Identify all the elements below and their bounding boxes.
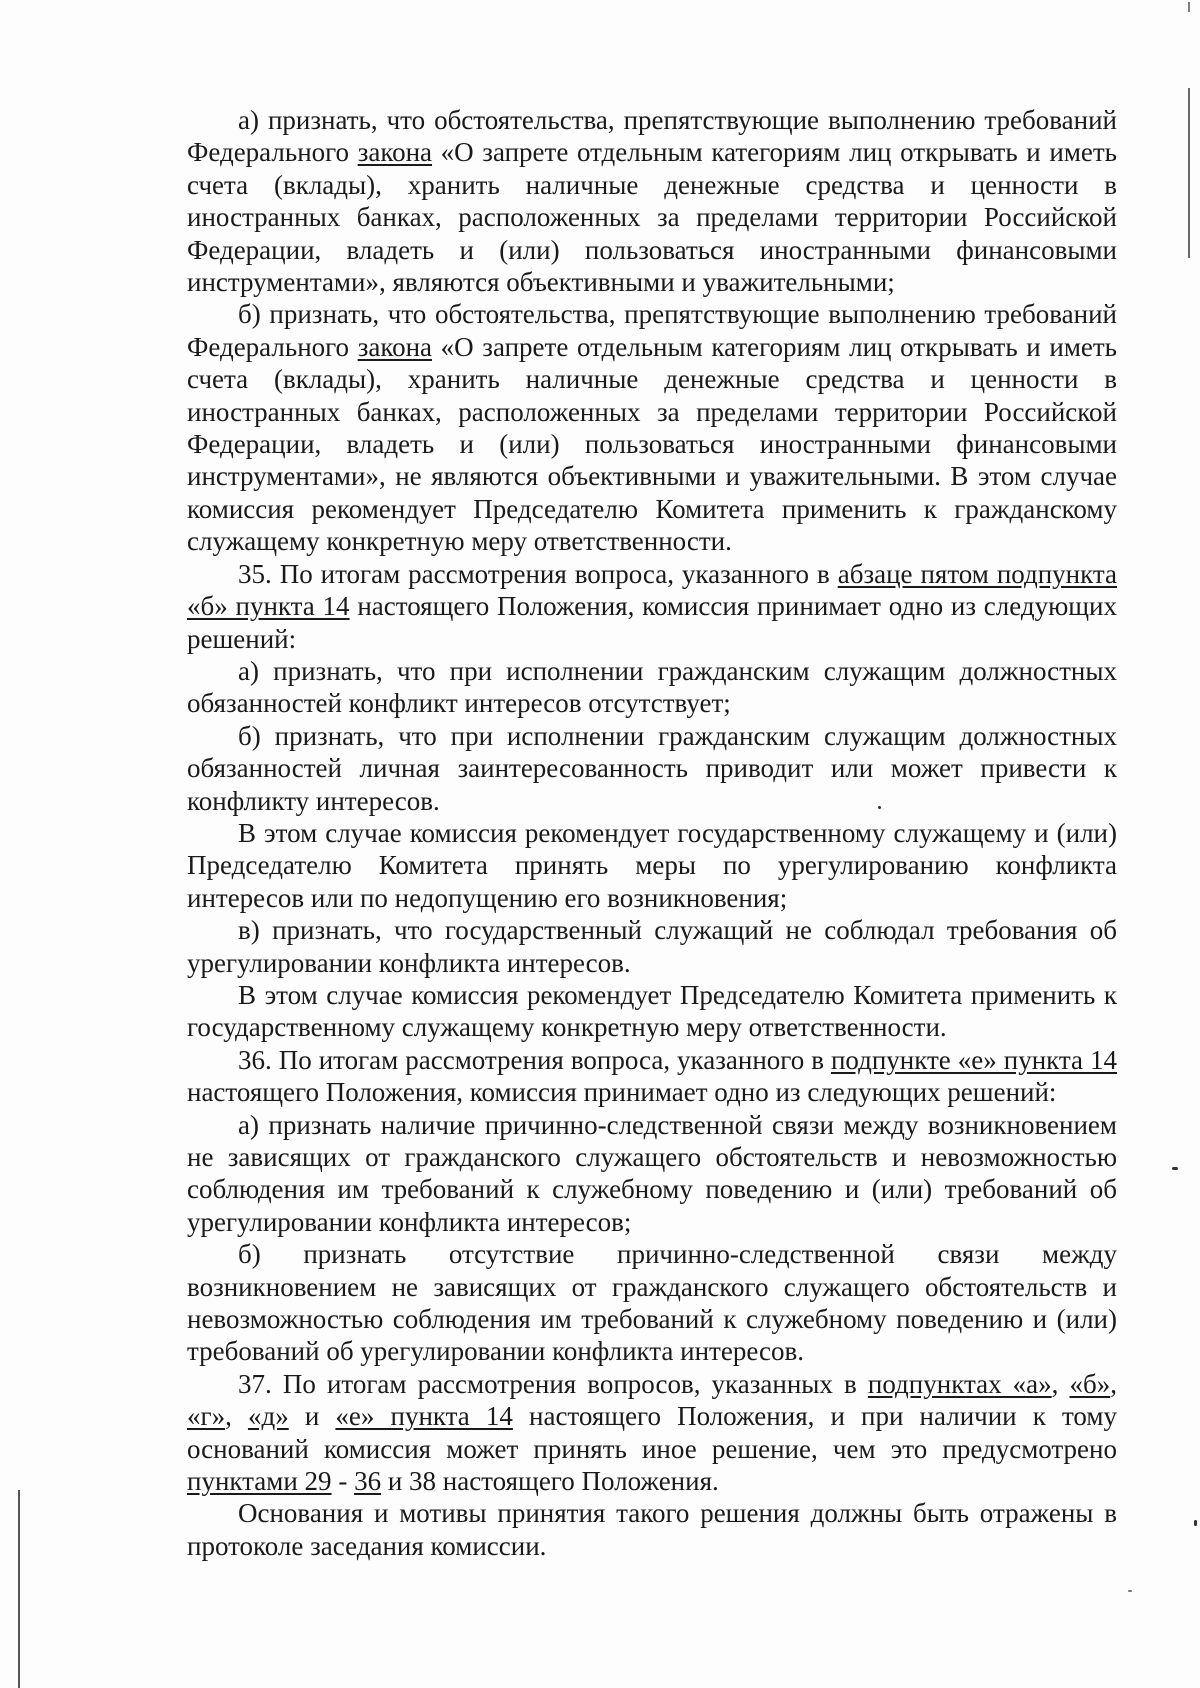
paragraph-36 (187, 1044, 1117, 1109)
paragraph-text: б) признать, что обстоятельства, препятствующие выполнению требований Федерального (187, 299, 1117, 362)
separator: - (331, 1466, 355, 1497)
scan-artifact-left-edge (18, 1490, 20, 1688)
link-subparagraph-g[interactable]: «г» (187, 1401, 226, 1432)
separator: и (288, 1401, 336, 1432)
paragraph-text: и 38 настоящего Положения. (381, 1466, 719, 1497)
paragraph-text: настоящего Положения, и при наличии к тому оснований комиссия может принять иное решение, чем это предусмотрено (187, 1401, 1117, 1464)
paragraph-35-b: б) признать, что при исполнении гражданским служащим должностных обязанностей личная заинтересованность приводит или может привести к конфликту интересов. (187, 720, 1117, 816)
paragraph-item-a (187, 104, 1117, 298)
link-subparagraph-b[interactable]: «б» (1069, 1368, 1111, 1399)
paragraph-text: 35. По итогам рассмотрения вопроса, указанного в (238, 558, 838, 589)
link-subparagraph-e-14[interactable]: подпункте «е» пункта 14 (830, 1044, 1118, 1075)
paragraph-text: а) признать, что обстоятельства, препятствующие выполнению требований Федерального (187, 105, 1117, 168)
paragraph-35 (187, 558, 1117, 655)
paragraph-text: настоящего Положения, комиссия принимает одно из следующих решений: (187, 1077, 1057, 1108)
paragraph-text: «О запрете отдельным категориям лиц открывать и иметь счета (вклады), хранить наличные денежные средства и ценности в иностранных банках, расположенных за пределами территории Российской Федерации, владеть и (или) пользоваться иностранными финансовыми инструментами», не являются объективными и уважительными. В этом случае комиссия рекомендует Председателю Комитета применить к гражданскому служащему конкретную меру ответственности. (187, 331, 1118, 557)
link-point-36[interactable]: 36 (354, 1466, 382, 1497)
paragraph-text: «О запрете отдельным категориям лиц открывать и иметь счета (вклады), хранить наличные денежные средства и ценности в иностранных банках, расположенных за пределами территории Российской Федерации, владеть и (или) пользоваться иностранными финансовыми инструментами», являются объективными и уважительными; (187, 137, 1118, 298)
scan-speck (1172, 1167, 1178, 1170)
link-subparagraph-d[interactable]: «д» (247, 1401, 289, 1432)
scan-speck (1194, 1520, 1197, 1526)
paragraph-36-a: а) признать наличие причинно-следственной связи между возникновением не зависящих от гражданского служащего обстоятельств и невозможностью соблюдения им требований к служебному поведению и (или) требований об урегулировании конфликта интересов; (187, 1109, 1117, 1237)
paragraph-item-b (187, 298, 1117, 557)
paragraph-35-v-note: В этом случае комиссия рекомендует Председателю Комитета применить к государственному служащему конкретную меру ответственности. (187, 979, 1117, 1043)
scan-artifact-right-edge (1188, 88, 1190, 258)
paragraph-36-b: б) признать отсутствие причинно-следственной связи между возникновением не зависящих от гражданского служащего обстоятельств и невозможностью соблюдения им требований к служебному поведению и (или) требований об урегулировании конфликта интересов. (187, 1239, 1117, 1367)
document-body (187, 104, 1117, 1562)
link-subparagraph-b-14[interactable]: абзаце пятом подпункта «б» пункта 14 (187, 558, 1117, 622)
paragraph-text: 37. По итогам рассмотрения вопросов, указанных в (238, 1368, 868, 1399)
link-point-29[interactable]: пунктами 29 (187, 1466, 332, 1497)
paragraph-35-v: в) признать, что государственный служащий не соблюдал требования об урегулировании конфликта интересов. (187, 915, 1117, 978)
paragraph-35-a: а) признать, что при исполнении гражданским служащим должностных обязанностей конфликт интересов отсутствует; (187, 655, 1117, 719)
separator: , (1110, 1368, 1118, 1399)
separator: , (225, 1401, 248, 1432)
paragraph-37 (187, 1368, 1117, 1498)
paragraph-text: настоящего Положения, комиссия принимает одно из следующих решений: (187, 591, 1118, 654)
paragraph-text: 36. По итогам рассмотрения вопроса, указанного в (238, 1044, 831, 1075)
scan-artifact-top (1188, 2, 1190, 12)
link-subparagraph-e-14[interactable]: «е» пункта 14 (335, 1401, 513, 1432)
scan-speck (1128, 1590, 1132, 1592)
link-law[interactable]: закона (357, 331, 433, 362)
paragraph-37-note: Основания и мотивы принятия такого решения должны быть отражены в протоколе заседания комиссии. (187, 1498, 1117, 1561)
link-subparagraph-a[interactable]: подпунктах «а» (867, 1368, 1052, 1399)
separator: , (1051, 1368, 1070, 1399)
paragraph-35-b-note: В этом случае комиссия рекомендует государственному служащему и (или) Председателю Комитета принять меры по урегулированию конфликта интересов или по недопущению его возникновения; (187, 817, 1117, 913)
link-law[interactable]: закона (357, 137, 433, 168)
